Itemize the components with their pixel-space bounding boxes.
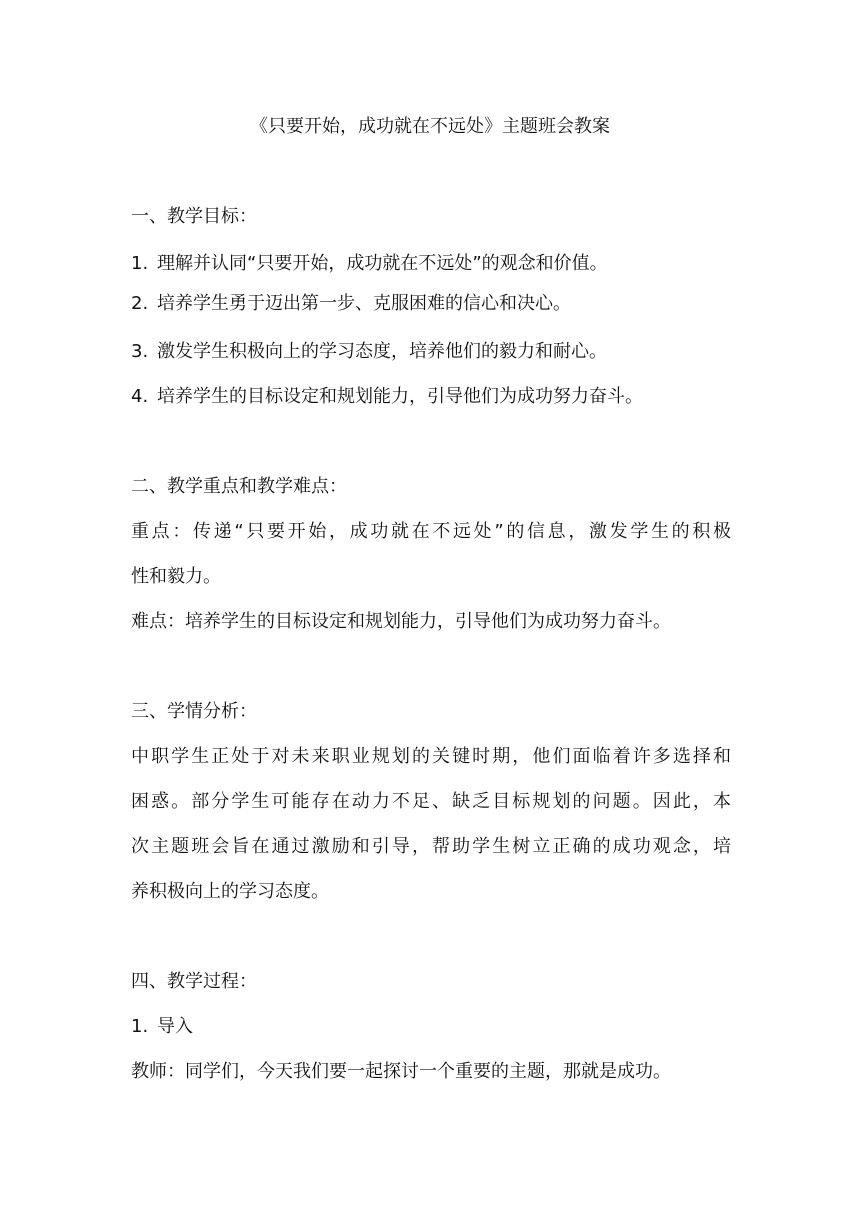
- list-number: 2.: [131, 293, 149, 314]
- section-heading-key-points: 二、教学重点和教学难点：: [131, 476, 347, 497]
- list-text: 培养学生勇于迈出第一步、克服困难的信心和决心。: [157, 293, 571, 314]
- subheading-text: 导入: [157, 1016, 193, 1037]
- list-text: 培养学生的目标设定和规划能力，引导他们为成功努力奋斗。: [157, 386, 643, 407]
- section-heading-objectives: 一、教学目标：: [131, 206, 257, 227]
- list-text: 理解并认同“只要开始，成功就在不远处”的观念和价值。: [157, 253, 608, 274]
- list-item: [131, 338, 731, 366]
- subheading: [131, 1013, 731, 1041]
- section-heading-process: 四、教学过程：: [131, 971, 257, 992]
- paragraph-line: 中职学生正处于对未来职业规划的关键时期，他们面临着许多选择和: [131, 746, 731, 767]
- paragraph-line: 重点：传递“只要开始，成功就在不远处”的信息，激发学生的积极: [131, 521, 731, 542]
- list-number: 1.: [131, 1016, 149, 1037]
- list-item: [131, 250, 731, 278]
- paragraph-line: 性和毅力。: [131, 566, 221, 587]
- list-number: 3.: [131, 341, 149, 362]
- list-item: [131, 383, 731, 411]
- paragraph-line: 教师：同学们，今天我们要一起探讨一个重要的主题，那就是成功。: [131, 1061, 671, 1082]
- list-item: [131, 290, 731, 318]
- list-number: 1.: [131, 253, 149, 274]
- section-heading-analysis: 三、学情分析：: [131, 701, 257, 722]
- paragraph-line: 次主题班会旨在通过激励和引导，帮助学生树立正确的成功观念，培: [131, 836, 731, 857]
- document-title: 《只要开始，成功就在不远处》主题班会教案: [250, 116, 610, 137]
- paragraph-line: 困惑。部分学生可能存在动力不足、缺乏目标规划的问题。因此，本: [131, 791, 731, 812]
- paragraph-line: 难点：培养学生的目标设定和规划能力，引导他们为成功努力奋斗。: [131, 611, 671, 632]
- paragraph-line: 养积极向上的学习态度。: [131, 881, 329, 902]
- list-number: 4.: [131, 386, 149, 407]
- list-text: 激发学生积极向上的学习态度，培养他们的毅力和耐心。: [157, 341, 607, 362]
